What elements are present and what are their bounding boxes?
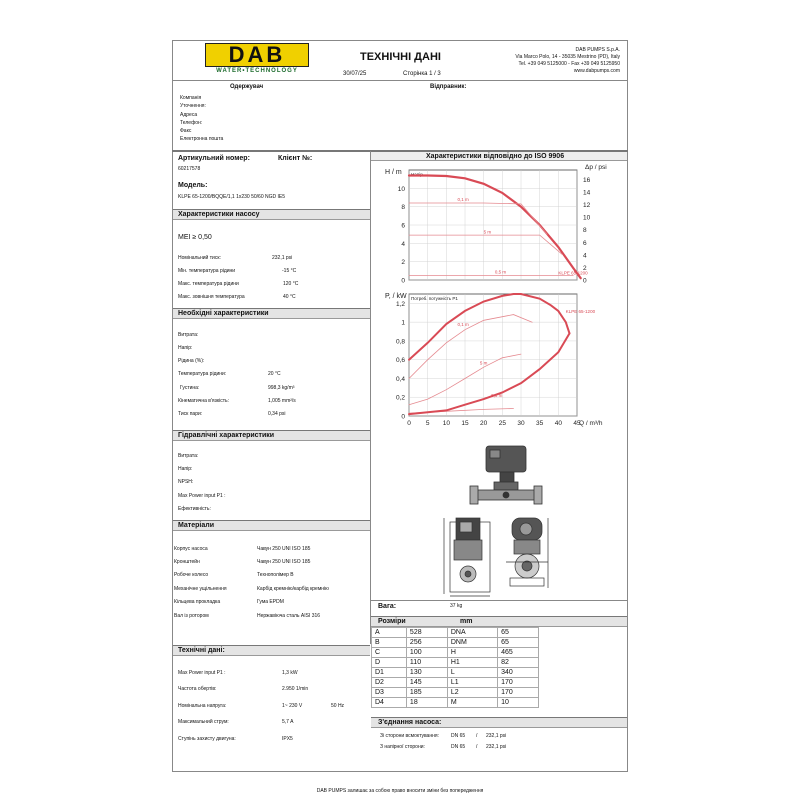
dimension-row — [372, 638, 539, 648]
company-website: www.dabpumps.com — [573, 68, 620, 74]
y-axis-label: P, / kW — [385, 293, 407, 300]
y-tick-label: 6 — [401, 222, 405, 230]
x-axis-label: Q / m³/h — [579, 420, 603, 427]
y-right-tick-label: 12 — [583, 202, 591, 210]
dimension-cell: 65 — [498, 638, 539, 648]
req-label-2: Рідина (%): — [178, 358, 205, 364]
y-right-tick-label: 10 — [583, 214, 591, 222]
req-value-3: 20 °C — [268, 371, 281, 377]
req-label-6: Тиск пари: — [178, 411, 203, 417]
model-label: Модель: — [178, 182, 208, 189]
req-label-4: Густина: — [180, 385, 200, 391]
y-right-tick-label: 0 — [583, 277, 587, 285]
conn-label-1: З напірної сторони: — [380, 744, 425, 750]
mat-label-5: Вал із ротором — [174, 613, 209, 619]
hyd-label-0: Витрата: — [178, 453, 199, 459]
conn-p-1: 232,1 psi — [486, 744, 507, 750]
dimension-cell: 185 — [406, 688, 447, 698]
y-tick-label: 10 — [397, 185, 405, 193]
field-address: Адреса — [180, 112, 198, 118]
dimension-cell: 130 — [406, 668, 447, 678]
x-tick-label: 10 — [442, 420, 450, 427]
field-clarification: Уточнення: — [180, 103, 206, 109]
dimension-cell: A — [372, 628, 407, 638]
weight-label: Вага: — [378, 603, 397, 610]
tech-value-2: 1~ 230 V — [282, 703, 303, 709]
pump-end-view — [506, 518, 548, 588]
pc-label-0: Номінальний тиск: — [178, 255, 221, 261]
tech-label-0: Max Power input P1 : — [178, 670, 226, 676]
conn-sep-1: / — [476, 744, 478, 750]
dimension-cell: L — [447, 668, 497, 678]
connection-title: З'єднання насоса: — [378, 719, 442, 726]
curve-annotation: 5 m — [483, 229, 492, 235]
dimension-cell: 110 — [406, 658, 447, 668]
pc-label-2: Макс. температура рідини — [178, 281, 239, 287]
dimension-cell: 170 — [498, 678, 539, 688]
dab-logo — [205, 43, 309, 75]
mat-value-0: Чавун 250 UNI ISO 185 — [257, 546, 311, 552]
materials-title: Матеріали — [178, 522, 214, 529]
company-address: Via Marco Polo, 14 - 35035 Mestrino (PD), Italy — [515, 54, 620, 60]
y-right-tick-label: 8 — [583, 227, 587, 235]
req-value-6: 0,34 psi — [268, 411, 286, 417]
dimension-cell: H1 — [447, 658, 497, 668]
curve-annotation: 0,5 m — [491, 393, 503, 399]
mat-label-4: Кільцева прокладка — [174, 599, 221, 605]
article-label: Артикульний номер: — [178, 155, 250, 162]
y-right-axis-label: Δp / psi — [585, 164, 607, 171]
pump-front-view — [444, 518, 490, 596]
x-tick-label: 25 — [498, 420, 506, 427]
dimension-cell: D2 — [372, 678, 407, 688]
dimension-cell: D — [372, 658, 407, 668]
performance-charts — [371, 162, 627, 434]
conn-dn-1: DN 65 — [451, 744, 466, 750]
mat-label-3: Механічне ущільнення — [174, 586, 227, 592]
dimension-row — [372, 698, 539, 708]
dimension-cell: 340 — [498, 668, 539, 678]
y-tick-label: 1,2 — [395, 300, 405, 308]
chart-legend-label: Напір — [411, 172, 423, 177]
req-value-4: 998,3 kg/m³ — [268, 385, 295, 391]
field-fax: Факс — [180, 128, 192, 134]
dimension-cell: 65 — [498, 628, 539, 638]
y-tick-label: 2 — [401, 259, 405, 267]
y-axis-label: H / m — [385, 169, 402, 176]
curve-annotation: 0,5 m — [494, 269, 507, 275]
field-company: Компанія — [180, 95, 202, 101]
dimension-cell: 82 — [498, 658, 539, 668]
dimension-cell: L2 — [447, 688, 497, 698]
pump-side-view — [470, 446, 542, 504]
dimension-cell: C — [372, 648, 407, 658]
dimension-cell: D4 — [372, 698, 407, 708]
client-label: Клієнт №: — [278, 155, 313, 162]
curve-annotation: 0,1 m — [457, 197, 469, 203]
dimension-cell: 10 — [498, 698, 539, 708]
field-email: Електронна пошта — [180, 136, 224, 142]
req-label-1: Напір: — [178, 345, 193, 351]
tech-label-3: Максимальний струм: — [178, 719, 229, 725]
dimension-cell: L1 — [447, 678, 497, 688]
mat-value-5: Нержавіюча сталь AISI 316 — [257, 613, 321, 619]
weight-top-line — [371, 600, 627, 601]
tech-title: Технічні дані: — [178, 647, 225, 654]
req-value-5: 1,005 mm²/s — [268, 398, 296, 404]
dimensions-unit: mm — [460, 618, 473, 625]
dimension-cell: 170 — [498, 688, 539, 698]
curve-annotation: 5 m — [479, 360, 488, 366]
header-divider — [172, 80, 628, 81]
dimension-row — [372, 658, 539, 668]
recipient-label: Одержувач — [230, 84, 264, 90]
chart-legend-label: Потреб. потужність P1 — [411, 296, 458, 301]
pc-value-2: 120 °C — [283, 281, 299, 287]
dimension-cell: 528 — [406, 628, 447, 638]
y-tick-label: 0,8 — [395, 338, 405, 346]
conn-sep-0: / — [476, 733, 478, 739]
x-tick-label: 35 — [536, 420, 544, 427]
mat-value-3: Карбід кремнію/карбід кремнію — [257, 586, 329, 592]
field-phone: Телефон: — [180, 120, 203, 126]
x-tick-label: 15 — [461, 420, 469, 427]
tech-label-1: Частота обертів: — [178, 686, 217, 692]
hyd-label-2: NPSH: — [178, 479, 194, 485]
tech-label-4: Ступінь захисту двигуна: — [178, 736, 236, 742]
model-value: KLPE 65-1200/BQQE/1,1 1x230 50/60 NGD IE5 — [178, 194, 286, 200]
tech-extra-2: 50 Hz — [331, 703, 345, 709]
mat-value-2: Технополімер B — [257, 572, 294, 578]
dimension-row — [372, 668, 539, 678]
mat-label-0: Корпус насоса — [174, 546, 208, 552]
y-tick-label: 0 — [401, 413, 405, 421]
y-right-tick-label: 6 — [583, 239, 587, 247]
hyd-label-3: Max Power input P1 : — [178, 493, 226, 499]
curve-annotation: KLPE 65-1200 — [558, 270, 588, 276]
chart-section-title: Характеристики відповідно до ISO 9906 — [426, 153, 565, 160]
page-title: ТЕХНІЧНІ ДАНІ — [360, 51, 441, 63]
pc-value-0: 232,1 psi — [272, 255, 293, 261]
mat-label-1: Кронштейн — [174, 559, 200, 565]
tech-label-2: Номінальна напруга: — [178, 703, 227, 709]
company-phone: Tel. +39 049 5125000 - Fax +39 049 5125950 — [518, 61, 620, 67]
y-tick-label: 8 — [401, 204, 405, 212]
mat-value-4: Гума EPDM — [257, 599, 284, 605]
y-right-tick-label: 4 — [583, 252, 587, 260]
y-tick-label: 4 — [401, 240, 405, 248]
req-label-5: Кінематична в'язкість: — [178, 398, 229, 404]
curve-annotation: KLPE 65-1200 — [565, 308, 596, 314]
dimension-cell: 145 — [406, 678, 447, 688]
x-tick-label: 5 — [425, 420, 430, 427]
hyd-label-4: Ефективність: — [178, 506, 211, 512]
curve-annotation: 0,1 m — [457, 321, 469, 327]
pc-label-1: Мін. температура рідини — [178, 268, 236, 274]
pump-char-title: Характеристики насосу — [178, 211, 260, 218]
hydraulic-title: Гідравлічні характеристики — [178, 432, 275, 439]
y-tick-label: 1 — [401, 319, 405, 327]
company-name: DAB PUMPS S.p.A. — [575, 47, 620, 53]
dimension-cell: DNA — [447, 628, 497, 638]
dimension-cell: M — [447, 698, 497, 708]
dimension-cell: 465 — [498, 648, 539, 658]
mat-label-2: Робоче колесо — [174, 572, 209, 578]
dimensions-table — [371, 627, 539, 708]
pc-value-3: 40 °C — [283, 294, 296, 300]
dimension-row — [372, 688, 539, 698]
dimensions-title: Розміри — [378, 618, 406, 625]
weight-value: 37 kg — [450, 603, 463, 609]
x-tick-label: 20 — [480, 420, 488, 427]
conn-dn-0: DN 65 — [451, 733, 466, 739]
dimension-row — [372, 648, 539, 658]
sender-label: Відправник: — [430, 84, 467, 90]
pc-value-1: -15 °C — [282, 268, 297, 274]
mat-value-1: Чавун 250 UNI ISO 185 — [257, 559, 311, 565]
hyd-label-1: Напір: — [178, 466, 193, 472]
tech-value-1: 2.950 1/min — [282, 686, 309, 692]
req-label-0: Витрата: — [178, 332, 199, 338]
x-tick-label: 0 — [407, 420, 411, 427]
dimension-cell: 100 — [406, 648, 447, 658]
y-tick-label: 0,2 — [395, 394, 405, 402]
page-number: Сторінка 1 / 3 — [403, 71, 441, 77]
dimension-cell: D3 — [372, 688, 407, 698]
dimension-cell: D1 — [372, 668, 407, 678]
x-tick-label: 30 — [517, 420, 525, 427]
y-right-tick-label: 2 — [583, 264, 587, 272]
footer-disclaimer: DAB PUMPS залишає за собою право вносити зміни без попередження — [316, 788, 484, 794]
req-label-3: Температура рідини: — [178, 371, 227, 377]
logo-tagline: WATER•TECHNOLOGY — [216, 68, 298, 74]
dimension-cell: B — [372, 638, 407, 648]
tech-value-4: IPX5 — [282, 736, 293, 742]
dimension-row — [372, 628, 539, 638]
y-right-tick-label: 16 — [583, 176, 591, 184]
article-number: 60217578 — [178, 166, 201, 172]
dimension-cell: 256 — [406, 638, 447, 648]
conn-p-0: 232,1 psi — [486, 733, 507, 739]
document-date: 30/07/25 — [343, 71, 367, 77]
dimension-row — [372, 678, 539, 688]
y-tick-label: 0,4 — [395, 375, 405, 383]
y-tick-label: 0 — [401, 277, 405, 285]
pc-label-3: Макс. зовнішня температура — [178, 294, 245, 300]
dimensions-bar — [371, 616, 627, 627]
tech-value-3: 5,7 A — [282, 719, 294, 725]
y-tick-label: 0,6 — [395, 357, 405, 365]
logo-text: DAB — [228, 42, 286, 67]
y-right-tick-label: 14 — [583, 189, 591, 197]
pump-drawings — [430, 438, 570, 598]
dimension-cell: DNM — [447, 638, 497, 648]
tech-value-0: 1,3 kW — [282, 670, 298, 676]
required-title: Необхідні характеристики — [178, 310, 269, 317]
dimension-cell: H — [447, 648, 497, 658]
x-tick-label: 45 — [573, 420, 581, 427]
dimension-cell: 18 — [406, 698, 447, 708]
x-tick-label: 40 — [554, 420, 562, 427]
conn-label-0: Зі сторони всмоктування: — [380, 733, 439, 739]
mei-value: MEI ≥ 0,50 — [178, 234, 212, 241]
